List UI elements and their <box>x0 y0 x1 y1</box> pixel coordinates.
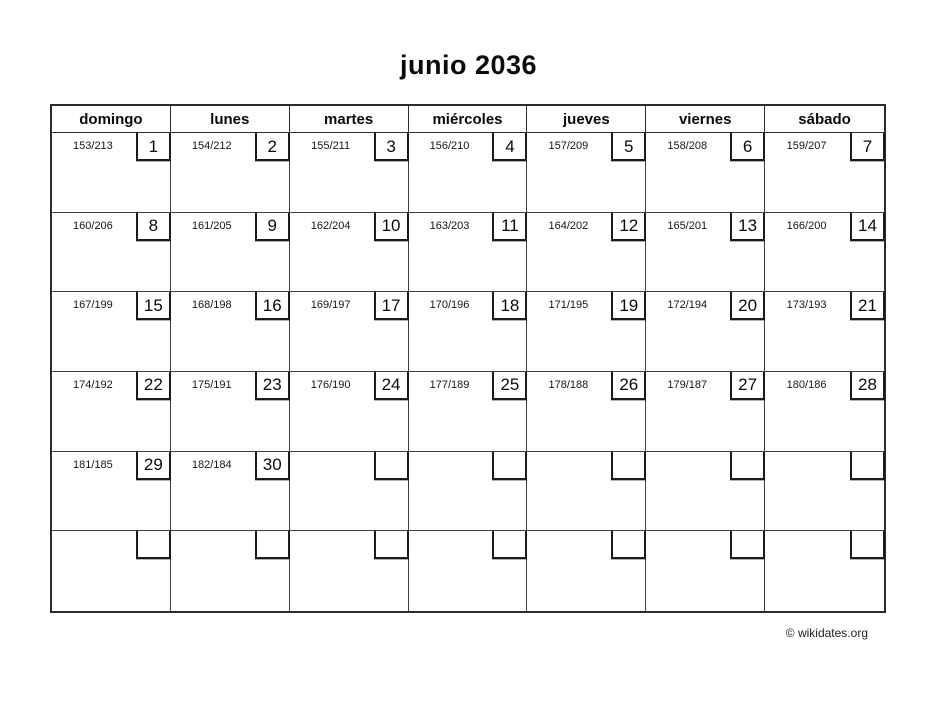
day-number: 14 <box>858 216 877 236</box>
day-cell <box>527 133 646 213</box>
day-cell <box>765 133 884 213</box>
day-cell <box>52 292 171 372</box>
day-cell <box>646 531 765 611</box>
day-of-year-label: 180/186 <box>786 378 827 391</box>
day-number-box <box>611 372 646 400</box>
day-number-box <box>374 531 409 559</box>
day-number: 7 <box>862 136 873 156</box>
day-cell <box>409 452 528 532</box>
day-cell <box>527 292 646 372</box>
day-of-year-label: 163/203 <box>429 219 470 232</box>
day-cell <box>290 531 409 611</box>
day-cell <box>171 213 290 293</box>
day-number-box <box>374 133 409 161</box>
day-cell <box>290 213 409 293</box>
day-number: 21 <box>858 295 877 315</box>
day-cell <box>646 372 765 452</box>
day-of-year-label: 162/204 <box>310 219 351 232</box>
day-number: 24 <box>381 375 401 395</box>
day-of-year-label: 157/209 <box>548 140 589 152</box>
day-number-box <box>730 213 765 241</box>
day-number-box <box>611 531 646 559</box>
day-of-year-label: 161/205 <box>191 219 232 232</box>
day-number-box <box>492 531 527 559</box>
day-cell <box>409 133 528 213</box>
day-number: 10 <box>381 216 401 236</box>
day-number-box <box>374 292 409 320</box>
day-cell <box>52 531 171 611</box>
day-number: 15 <box>143 295 163 315</box>
day-cell <box>765 372 884 452</box>
day-cell <box>409 531 528 611</box>
day-number-box <box>730 372 765 400</box>
day-cell <box>290 452 409 532</box>
day-number-box <box>492 452 527 480</box>
day-cell <box>765 213 884 293</box>
day-number-box <box>136 531 171 559</box>
day-number: 13 <box>738 216 758 236</box>
day-cell <box>409 372 528 452</box>
day-number: 17 <box>381 295 401 315</box>
day-number-box <box>374 213 409 241</box>
day-number-box <box>136 292 171 320</box>
day-of-year-label: 159/207 <box>786 140 827 152</box>
day-number: 3 <box>386 136 396 156</box>
day-number: 22 <box>143 375 163 395</box>
day-cell <box>527 372 646 452</box>
day-cell <box>527 452 646 532</box>
weekday-header-sabado: sábado <box>798 110 851 128</box>
day-cell <box>527 531 646 611</box>
day-of-year-label: 158/208 <box>667 140 708 152</box>
day-of-year-label: 175/191 <box>191 378 232 391</box>
day-number: 25 <box>500 375 520 395</box>
day-number: 30 <box>262 455 282 475</box>
day-number: 23 <box>262 375 282 395</box>
day-of-year-label: 166/200 <box>786 219 827 232</box>
day-number: 16 <box>262 295 282 315</box>
weekday-header-domingo: domingo <box>52 106 171 132</box>
day-of-year-label: 178/188 <box>548 378 589 391</box>
day-number-box <box>730 452 765 480</box>
day-number-box <box>611 292 646 320</box>
day-number: 18 <box>500 295 520 315</box>
day-of-year-label: 179/187 <box>667 378 708 391</box>
day-number-box <box>850 213 885 241</box>
day-of-year-label: 170/196 <box>429 299 470 312</box>
day-of-year-label: 177/189 <box>429 378 470 391</box>
calendar-grid <box>52 133 884 611</box>
day-cell <box>171 452 290 532</box>
day-number-box <box>850 372 885 400</box>
day-number-box <box>255 531 290 559</box>
day-number-box <box>255 213 290 241</box>
day-cell <box>290 372 409 452</box>
day-number-box <box>492 292 527 320</box>
day-of-year-label: 174/192 <box>73 378 113 391</box>
day-cell <box>646 213 765 293</box>
day-cell <box>409 292 528 372</box>
day-number: 29 <box>143 455 163 475</box>
day-cell <box>409 213 528 293</box>
day-of-year-label: 165/201 <box>667 219 708 232</box>
day-number: 27 <box>738 375 758 395</box>
day-number-box <box>611 213 646 241</box>
weekday-header-jueves: jueves <box>527 106 646 132</box>
day-of-year-label: 155/211 <box>311 140 351 152</box>
day-number: 11 <box>501 216 519 236</box>
day-number-box <box>374 452 409 480</box>
day-number: 28 <box>858 375 877 395</box>
day-number: 6 <box>742 136 753 156</box>
day-number-box <box>136 133 171 161</box>
day-number: 9 <box>267 216 277 236</box>
day-of-year-label: 171/195 <box>548 299 589 312</box>
day-of-year-label: 153/213 <box>73 140 113 152</box>
day-cell <box>646 292 765 372</box>
day-number-box <box>492 133 527 161</box>
day-of-year-label: 182/184 <box>191 458 232 471</box>
day-cell <box>765 531 884 611</box>
day-cell <box>171 292 290 372</box>
day-number-box <box>611 133 646 161</box>
weekday-header-miercoles: miércoles <box>409 106 528 132</box>
day-number-box <box>492 372 527 400</box>
day-number: 5 <box>624 136 634 156</box>
weekday-header-viernes: viernes <box>646 106 765 132</box>
day-cell <box>52 213 171 293</box>
day-number-box <box>136 213 171 241</box>
day-cell <box>290 133 409 213</box>
day-number-box <box>730 531 765 559</box>
day-of-year-label: 168/198 <box>191 299 232 312</box>
day-number-box <box>730 292 765 320</box>
day-number-box <box>255 372 290 400</box>
day-number-box <box>255 452 290 480</box>
day-cell <box>171 372 290 452</box>
page-title: junio 2036 <box>399 50 538 80</box>
day-number-box <box>850 133 885 161</box>
day-number-box <box>730 133 765 161</box>
footer-credit: © wikidates.org <box>785 626 868 640</box>
day-number: 2 <box>267 136 277 156</box>
day-number-box <box>850 531 885 559</box>
day-number: 1 <box>148 136 159 156</box>
calendar-table <box>50 104 886 613</box>
day-number-box <box>136 372 171 400</box>
day-number-box <box>255 292 290 320</box>
day-of-year-label: 172/194 <box>667 299 708 312</box>
day-number: 20 <box>738 295 758 315</box>
day-number-box <box>136 452 171 480</box>
day-of-year-label: 181/185 <box>73 458 113 471</box>
day-cell <box>765 292 884 372</box>
day-number: 4 <box>505 136 515 156</box>
day-number-box <box>850 292 885 320</box>
day-cell <box>52 133 171 213</box>
day-of-year-label: 164/202 <box>548 219 589 232</box>
day-of-year-label: 173/193 <box>786 299 827 312</box>
day-cell <box>646 452 765 532</box>
day-cell <box>52 452 171 532</box>
day-of-year-label: 160/206 <box>73 219 113 232</box>
weekday-header-martes: martes <box>290 106 409 132</box>
day-of-year-label: 169/197 <box>310 299 351 312</box>
day-number: 12 <box>619 216 639 236</box>
day-of-year-label: 154/212 <box>191 140 232 152</box>
day-number-box <box>492 213 527 241</box>
day-cell <box>290 292 409 372</box>
day-cell <box>52 372 171 452</box>
day-cell <box>527 213 646 293</box>
day-number-box <box>374 372 409 400</box>
day-number: 8 <box>148 216 159 236</box>
day-cell <box>765 452 884 532</box>
day-cell <box>171 531 290 611</box>
weekday-header-lunes: lunes <box>171 106 290 132</box>
day-cell <box>646 133 765 213</box>
day-number-box <box>255 133 290 161</box>
day-number-box <box>611 452 646 480</box>
day-of-year-label: 167/199 <box>73 299 113 312</box>
day-number: 26 <box>619 375 639 395</box>
day-number-box <box>850 452 885 480</box>
day-of-year-label: 156/210 <box>429 140 470 152</box>
weekday-header-row <box>52 106 884 133</box>
day-number: 19 <box>619 295 639 315</box>
day-of-year-label: 176/190 <box>310 378 351 391</box>
day-cell <box>171 133 290 213</box>
